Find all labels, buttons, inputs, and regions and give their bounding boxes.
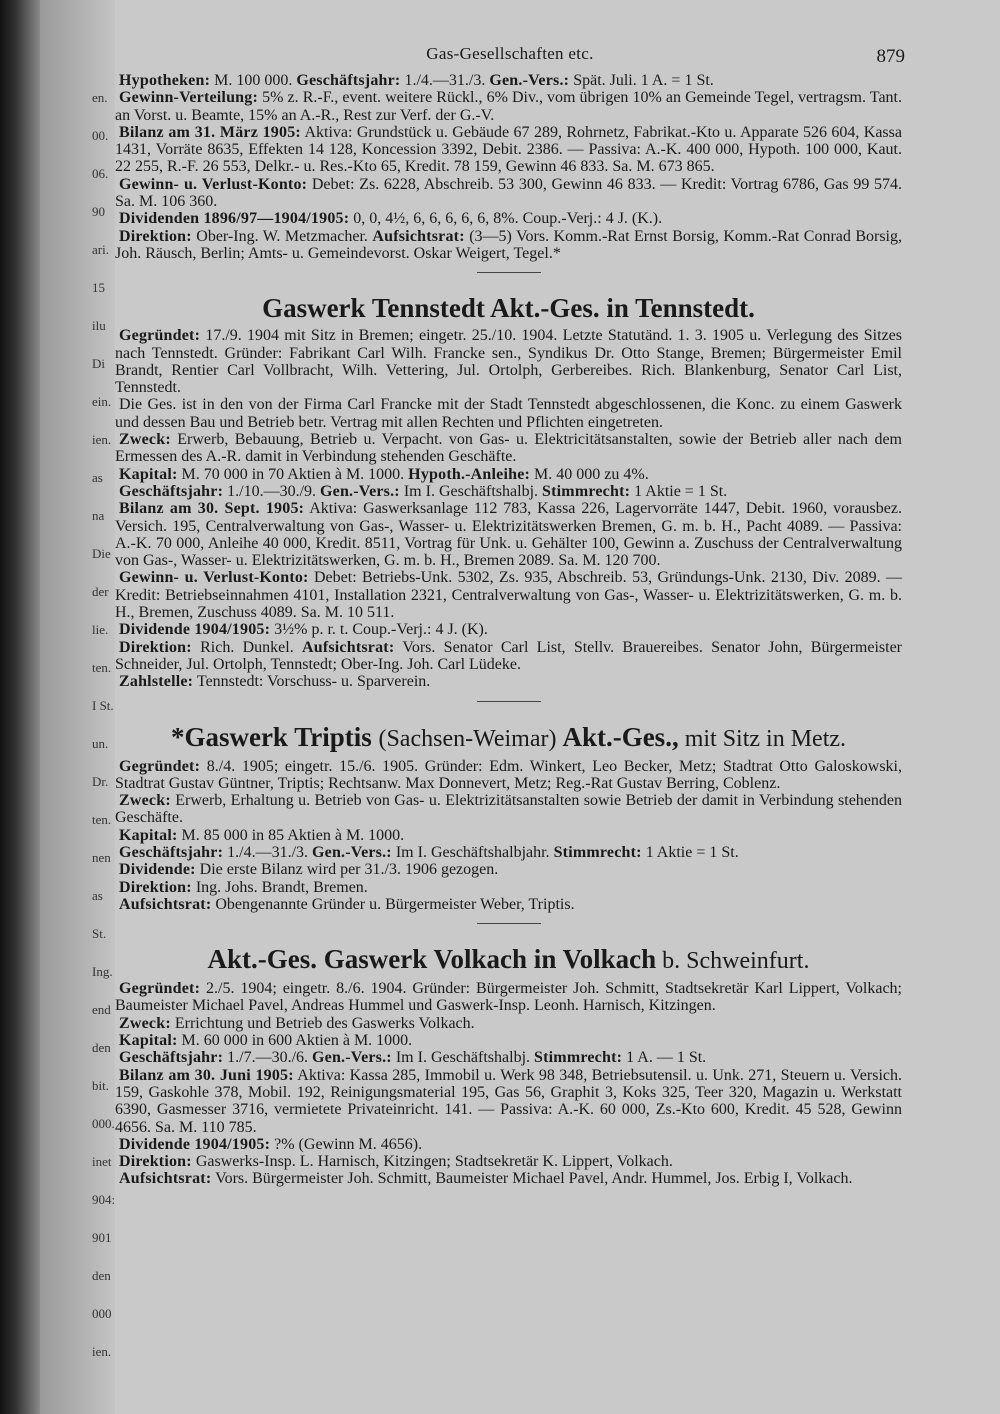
entry-paragraph bbox=[115, 500, 902, 569]
company-entry bbox=[115, 291, 902, 701]
company-heading bbox=[115, 942, 902, 978]
field-label: Stimmrecht: bbox=[534, 1049, 623, 1067]
field-text: Aktiva: Grundstück u. Gebäude 67 289, Rohrnetz, Fabrikat.-Kto u. Apparate 526 604, Kassa 1431, Vorräte 8635, Effekten 14 128, Koncession 3392, Debit. 2386. — Passiva: A.-K. 400 000, Hypoth. 100 000, Kaut. 22 255, R.-F. 26 553, Delkr.- u. Res.-Kto 65, Kredit. 78 159, Gewinn 46 833. Sa. M. 673 865. bbox=[115, 123, 902, 176]
field-text: Errichtung und Betrieb des Gaswerks Volkach. bbox=[170, 1014, 475, 1032]
margin-fragment: 904: bbox=[92, 1192, 116, 1207]
field-text: Im I. Geschäftshalbj. bbox=[391, 1049, 535, 1067]
entry-paragraph bbox=[115, 792, 902, 827]
margin-fragment: na bbox=[92, 508, 105, 523]
field-label: Hypoth.-Anleihe: bbox=[408, 465, 531, 483]
field-text: Im I. Geschäftshalbj. bbox=[399, 482, 543, 500]
field-text: M. 100 000. bbox=[210, 72, 297, 89]
margin-fragment: un. bbox=[92, 736, 109, 751]
margin-fragment: den bbox=[92, 1268, 111, 1283]
field-label: Gewinn- u. Verlust-Konto: bbox=[119, 175, 308, 193]
field-label: Gegründet: bbox=[119, 980, 201, 998]
field-label: Gen.-Vers.: bbox=[312, 1049, 392, 1067]
field-label: Gegründet: bbox=[119, 757, 201, 775]
margin-fragment: I St. bbox=[92, 698, 114, 713]
field-label: Geschäftsjahr: bbox=[119, 1049, 224, 1067]
field-label: Gewinn- u. Verlust-Konto: bbox=[119, 569, 309, 587]
field-text: Tennstedt: Vorschuss- u. Sparverein. bbox=[193, 673, 431, 691]
entry-paragraph bbox=[115, 1170, 902, 1187]
field-label: Bilanz am 30. Juni 1905: bbox=[119, 1066, 294, 1084]
field-text: 0, 0, 4½, 6, 6, 6, 6, 6, 8%. Coup.-Verj.: 4 J. (K.). bbox=[349, 210, 663, 228]
entry-paragraph bbox=[115, 1067, 902, 1136]
field-text: M. 40 000 zu 4%. bbox=[530, 465, 649, 483]
company-entry bbox=[115, 72, 902, 273]
entry-paragraph bbox=[115, 124, 902, 176]
field-text: Die Ges. ist in den von der Firma Carl Francke mit der Stadt Tennstedt abgeschlossenen, die Konc. zu einem Gaswerk und dessen Bau und Betrieb betr. Vertrag mit allen Rechten und Pflichten eingetreten. bbox=[115, 396, 902, 431]
field-label: Gegründet: bbox=[119, 327, 201, 345]
field-text: Vors. Senator Carl List, Stellv. Brauereibes. Senator John, Bürgermeister Schneider, Jul. Ortolph, Tennstedt; Ober-Ing. Joh. Carl Lüdeke. bbox=[115, 638, 902, 673]
adjacent-page-margin bbox=[40, 0, 115, 1414]
margin-fragment: ari. bbox=[92, 242, 109, 257]
heading-part: *Gaswerk Triptis bbox=[170, 721, 379, 752]
field-text: 1./7.—30./6. bbox=[223, 1049, 313, 1067]
field-label: Direktion: bbox=[119, 878, 192, 896]
entry-paragraph bbox=[115, 758, 902, 793]
entry-paragraph bbox=[115, 879, 902, 896]
entry-paragraph bbox=[115, 431, 902, 466]
margin-fragment: Di bbox=[92, 356, 105, 371]
field-text: Erwerb, Bebauung, Betrieb u. Verpacht. von Gas- u. Elektricitätsanstalten, sowie der Betrieb aller nach dem Ermessen des A.-R. damit in Verbindung stehenden Geschäfte. bbox=[115, 431, 902, 466]
margin-fragment: St. bbox=[92, 926, 107, 941]
field-text: 1 Aktie = 1 St. bbox=[641, 843, 739, 861]
entry-paragraph bbox=[115, 844, 902, 861]
entry-paragraph bbox=[115, 89, 902, 124]
margin-fragment: ien. bbox=[92, 1344, 112, 1359]
field-label: Direktion: bbox=[119, 1153, 192, 1171]
running-header bbox=[115, 44, 905, 70]
entry-paragraph bbox=[115, 483, 902, 500]
margin-fragment: as bbox=[92, 470, 103, 485]
margin-fragment: ien. bbox=[92, 432, 112, 447]
entry-paragraph bbox=[115, 569, 902, 621]
margin-fragment: ten. bbox=[92, 660, 112, 675]
field-text: Spät. Juli. 1 A. = 1 St. bbox=[569, 72, 714, 89]
field-text: 1 A. — 1 St. bbox=[622, 1049, 707, 1067]
heading-part: Akt.-Ges., bbox=[562, 721, 679, 752]
margin-fragment: Die bbox=[92, 546, 111, 561]
field-label: Gen.-Vers.: bbox=[312, 843, 392, 861]
field-text: Vors. Bürgermeister Joh. Schmitt, Baumeister Michael Pavel, Andr. Hummel, Jos. Erbig I, Volkach. bbox=[211, 1170, 853, 1188]
field-text: Rich. Dunkel. bbox=[191, 638, 302, 656]
field-label: Gen.-Vers.: bbox=[489, 72, 570, 89]
margin-fragment: Ing. bbox=[92, 964, 113, 979]
entry-paragraph bbox=[115, 228, 902, 263]
margin-fragment: 06. bbox=[92, 166, 109, 181]
field-text: Ing. Johs. Brandt, Bremen. bbox=[191, 878, 368, 896]
field-label: Hypotheken: bbox=[119, 72, 211, 89]
margin-fragment: 90 bbox=[92, 204, 105, 219]
field-text: 8./4. 1905; eingetr. 15./6. 1905. Gründer: Edm. Winkert, Leo Becker, Metz; Stadtrat Otto Galoskowski, Stadtrat Gustav Güntner, Triptis; Rechtsanw. Max Donnevert, Metz; Reg.-Rat Gustav Berring, Coblenz. bbox=[115, 757, 902, 792]
field-label: Gewinn-Verteilung: bbox=[119, 89, 259, 107]
section-divider bbox=[477, 272, 541, 273]
field-text: 1./10.—30./9. bbox=[223, 482, 321, 500]
field-text: 1 Aktie = 1 St. bbox=[630, 482, 728, 500]
field-label: Kapital: bbox=[119, 1032, 178, 1050]
entry-paragraph bbox=[115, 827, 902, 844]
field-label: Stimmrecht: bbox=[542, 482, 631, 500]
entry-paragraph bbox=[115, 980, 902, 1015]
entry-paragraph bbox=[115, 896, 902, 913]
field-text: (3—5) Vors. Komm.-Rat Ernst Borsig, Komm.-Rat Conrad Borsig, Joh. Räusch, Berlin; Amts- u. Gemeindevorst. Oskar Weigert, Tegel.* bbox=[115, 227, 903, 262]
margin-fragment: 15 bbox=[92, 280, 105, 295]
entry-paragraph bbox=[115, 210, 902, 227]
margin-fragment: 000 bbox=[92, 1306, 112, 1321]
field-label: Dividenden 1896/97—1904/1905: bbox=[119, 210, 350, 228]
field-label: Stimmrecht: bbox=[553, 843, 642, 861]
entry-paragraph bbox=[115, 1049, 902, 1066]
section-divider bbox=[477, 923, 541, 924]
field-text: 1./4.—31./3. bbox=[223, 843, 313, 861]
field-label: Bilanz am 30. Sept. 1905: bbox=[119, 500, 305, 518]
margin-fragment: 000. bbox=[92, 1116, 115, 1131]
company-heading bbox=[115, 291, 902, 325]
field-text: Debet: Zs. 6228, Abschreib. 53 300, Gewinn 46 833. — Kredit: Vortrag 6786, Gas 99 574. Sa. M. 106 360. bbox=[115, 175, 903, 211]
field-label: Direktion: bbox=[119, 638, 192, 656]
field-text: 1./4.—31./3. bbox=[400, 72, 490, 89]
margin-fragment: as bbox=[92, 888, 103, 903]
margin-fragment: 901 bbox=[92, 1230, 112, 1245]
entry-paragraph bbox=[115, 396, 902, 431]
field-label: Kapital: bbox=[119, 826, 178, 844]
entry-paragraph bbox=[115, 673, 902, 690]
company-entry bbox=[115, 942, 902, 1188]
margin-fragment: lie. bbox=[92, 622, 109, 637]
running-title: Gas-Gesellschaften etc. bbox=[426, 44, 594, 63]
margin-fragment: den bbox=[92, 1040, 111, 1055]
field-label: Aufsichtsrat: bbox=[119, 1170, 212, 1188]
field-label: Aufsichtsrat: bbox=[372, 227, 465, 245]
field-label: Zweck: bbox=[119, 1014, 171, 1032]
entry-paragraph bbox=[115, 621, 902, 638]
entry-paragraph bbox=[115, 1032, 902, 1049]
field-label: Direktion: bbox=[119, 227, 192, 245]
field-text: 2./5. 1904; eingetr. 8./6. 1904. Gründer: Bürgermeister Joh. Schmitt, Stadtsekretär Karl Lippert, Volkach; Baumeister Michael Pavel, Andreas Hummel und Gaswerk-Insp. Leonh. Harnisch, Kitzingen. bbox=[115, 980, 902, 1015]
page-number: 879 bbox=[876, 46, 905, 67]
field-label: Zahlstelle: bbox=[119, 673, 194, 691]
margin-fragment: 00. bbox=[92, 128, 109, 143]
entry-paragraph bbox=[115, 327, 902, 396]
entry-paragraph bbox=[115, 176, 902, 211]
field-text: Aktiva: Gaswerksanlage 112 783, Kassa 226, Lagervorräte 1447, Debit. 1960, vorausbez. Versich. 195, Centralverwaltung von Gas-, Wasser- u. Elektrizitätswerken Bremen, G. m. b. H., Pacht 4089. — Passiva: A.-K. 70 000, Anleihe 40 000, Kredit. 8511, Vortrag für Unk. u. Gehälter 100, Gewinn a. Zuschuss der Centralverwaltung von Gas-, Wasser- u. Elektrizitätswerken, G. m. b. H., Bremen 2089. Sa. M. 120 700. bbox=[115, 500, 902, 570]
heading-part: (Sachsen-Weimar) bbox=[378, 725, 563, 752]
company-heading bbox=[115, 720, 902, 756]
field-label: Geschäftsjahr: bbox=[119, 482, 224, 500]
entry-paragraph bbox=[115, 1015, 902, 1032]
company-entry bbox=[115, 720, 902, 925]
field-label: Dividende 1904/1905: bbox=[119, 1135, 271, 1153]
field-text: M. 70 000 in 70 Aktien à M. 1000. bbox=[177, 465, 409, 483]
entry-paragraph bbox=[115, 1153, 902, 1170]
field-label: Zweck: bbox=[119, 431, 171, 449]
field-text: M. 85 000 in 85 Aktien à M. 1000. bbox=[177, 826, 405, 844]
entry-paragraph bbox=[115, 72, 902, 89]
section-divider bbox=[477, 701, 541, 702]
field-label: Dividende: bbox=[119, 861, 196, 879]
field-text: ?% (Gewinn M. 4656). bbox=[270, 1135, 423, 1153]
heading-part: b. Schweinfurt. bbox=[656, 948, 810, 975]
field-label: Geschäftsjahr: bbox=[119, 843, 224, 861]
entry-paragraph bbox=[115, 861, 902, 878]
margin-fragment: inet bbox=[92, 1154, 112, 1169]
field-label: Zweck: bbox=[119, 792, 171, 810]
field-text: 3½% p. r. t. Coup.-Verj.: 4 J. (K). bbox=[270, 621, 488, 639]
heading-part: mit Sitz in Metz. bbox=[678, 725, 847, 752]
entry-paragraph bbox=[115, 466, 902, 483]
margin-fragment: ten. bbox=[92, 812, 112, 827]
field-text: Aktiva: Kassa 285, Immobil u. Werk 98 348, Betriebsutensil. u. Unk. 271, Steuern u. Versich. 159, Gaskohle 378, Mobil. 192, Reinigungsmaterial 195, Gas 56, Graphit 3, Koks 325, Teer 320, Magazin u. Werkstatt 6390, Gasmesser 3716, vermietete Privateinricht. 141. — Passiva: A.-K. 60 000, Zs.-Kto 600, Kredit. 45 528, Gewinn 4656. Sa. M. 110 785. bbox=[115, 1066, 903, 1136]
margin-fragment: ein. bbox=[92, 394, 112, 409]
entry-paragraph bbox=[115, 1136, 902, 1153]
field-text: Obengenannte Gründer u. Bürgermeister Weber, Triptis. bbox=[211, 895, 575, 913]
page-body bbox=[115, 72, 902, 1188]
margin-fragment: bit. bbox=[92, 1078, 109, 1093]
field-text: Debet: Betriebs-Unk. 5302, Zs. 935, Abschreib. 53, Gründungs-Unk. 2130, Div. 2089. — Kredit: Betriebseinnahmen 4101, Installation 2321, Centralverwaltung von Gas-, Wasser- u. Elektrizitätswerken, G. m. b. H., Bremen, Zuschuss 4089. Sa. M. 10 511. bbox=[115, 569, 903, 622]
field-label: Gen.-Vers.: bbox=[320, 482, 400, 500]
field-text: Im I. Geschäftshalbjahr. bbox=[391, 843, 554, 861]
field-text: Ober-Ing. W. Metzmacher. bbox=[191, 227, 373, 245]
field-label: Kapital: bbox=[119, 465, 178, 483]
field-label: Bilanz am 31. März 1905: bbox=[119, 123, 301, 141]
field-text: 5% z. R.-F., event. weitere Rückl., 6% Div., vom übrigen 10% an Gemeinde Tegel, vertragsm. Tant. an Vorst. u. Beamte, 15% an A.-R., Rest zur Verf. der G.-V. bbox=[115, 89, 902, 124]
field-text: M. 60 000 in 600 Aktien à M. 1000. bbox=[177, 1032, 413, 1050]
margin-fragment: der bbox=[92, 584, 109, 599]
margin-fragment: nen bbox=[92, 850, 111, 865]
margin-fragment: ilu bbox=[92, 318, 106, 333]
entry-paragraph bbox=[115, 639, 902, 674]
field-label: Geschäftsjahr: bbox=[296, 72, 401, 89]
field-text: 17./9. 1904 mit Sitz in Bremen; eingetr. 25./10. 1904. Letzte Statutänd. 1. 3. 1905 u. Verlegung des Sitzes nach Tennstedt. Gründer: Fabrikant Carl Wilh. Francke sen., Syndikus Dr. Otto Stange, Bremen; Bürgermeister Emil Brandt, Rentier Carl Vollbracht, Wilh. Vettering, Jul. Ortolph, Gerbereibes. Rich. Blankenburg, Senator Carl List, Tennstedt. bbox=[115, 327, 902, 397]
heading-part: Gaswerk Tennstedt Akt.-Ges. in Tennstedt. bbox=[262, 293, 755, 324]
field-label: Aufsichtsrat: bbox=[119, 895, 212, 913]
margin-fragment: en. bbox=[92, 90, 108, 105]
heading-part: Akt.-Ges. Gaswerk Volkach in Volkach bbox=[207, 944, 657, 975]
field-label: Aufsichtsrat: bbox=[301, 638, 395, 656]
page-gutter-shadow bbox=[0, 0, 40, 1414]
margin-fragment: Dr. bbox=[92, 774, 109, 789]
field-text: Die erste Bilanz wird per 31./3. 1906 gezogen. bbox=[195, 861, 499, 879]
field-label: Dividende 1904/1905: bbox=[119, 621, 271, 639]
margin-fragment: end bbox=[92, 1002, 111, 1017]
field-text: Gaswerks-Insp. L. Harnisch, Kitzingen; Stadtsekretär K. Lippert, Volkach. bbox=[191, 1153, 673, 1171]
field-text: Erwerb, Erhaltung u. Betrieb von Gas- u. Elektrizitätsanstalten sowie Betrieb der damit in Verbindung stehenden Geschäfte. bbox=[115, 792, 902, 827]
